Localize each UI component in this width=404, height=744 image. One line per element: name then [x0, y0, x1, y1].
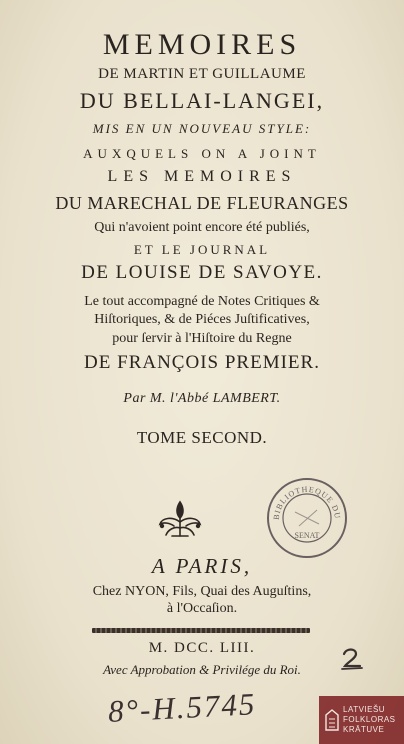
library-logo-icon	[325, 709, 339, 731]
subtitle-line-8: ET LE JOURNAL	[133, 242, 271, 257]
subtitle-line-5: LES MEMOIRES	[107, 168, 297, 185]
subtitle-line-1: DE MARTIN ET GUILLAUME	[98, 66, 306, 82]
shelfmark-annotation: 8°-H.5745	[107, 686, 258, 729]
badge-line-2: FOLKLORAS	[343, 715, 396, 724]
publisher-line-1: Chez NYON, Fils, Quai des Auguſtins,	[92, 584, 312, 599]
svg-text:BIBLIOTHEQUE DU	[272, 485, 342, 520]
subtitle-line-6: DU MARECHAL DE FLEURANGES	[55, 193, 349, 213]
imprint-city: A PARIS,	[151, 554, 253, 578]
description-line-4: DE FRANÇOIS PREMIER.	[84, 352, 320, 373]
author-line: Par M. l'Abbé LAMBERT.	[123, 391, 281, 406]
book-title: MEMOIRES	[102, 28, 302, 61]
badge-line-3: KRĀTUVE	[343, 725, 385, 734]
publisher-line-2: à l'Occaſion.	[166, 601, 238, 616]
library-badge	[319, 696, 404, 744]
margin-mark-icon	[340, 646, 366, 670]
subtitle-line-7: Qui n'avoient point encore été publiés,	[94, 220, 310, 235]
stamp-text-top: BIBLIOTHEQUE DU	[271, 484, 343, 521]
subtitle-line-3: MIS EN UN NOUVEAU STYLE:	[92, 121, 312, 136]
subtitle-line-2: DU BELLAI-LANGEI,	[79, 88, 325, 113]
description-line-2: Hiſtoriques, & de Piéces Juſtificatives,	[94, 312, 310, 327]
description-line-1: Le tout accompagné de Notes Critiques &	[84, 294, 320, 309]
description-line-3: pour ſervir à l'Hiſtoire du Regne	[112, 331, 292, 346]
library-stamp-icon	[265, 476, 349, 560]
decorative-rule	[92, 628, 310, 633]
volume-line: TOME SECOND.	[136, 428, 268, 447]
subtitle-line-9: DE LOUISE DE SAVOYE.	[81, 262, 323, 283]
subtitle-line-4: AUXQUELS ON A JOINT	[83, 146, 321, 161]
privilege-line: Avec Approbation & Privilége du Roi.	[103, 662, 301, 677]
fleuron-ornament-icon	[152, 496, 208, 540]
imprint-year: M. DCC. LIII.	[148, 640, 256, 656]
stamp-text-bottom: SENAT	[294, 531, 320, 540]
badge-line-1: LATVIEŠU	[343, 705, 386, 714]
